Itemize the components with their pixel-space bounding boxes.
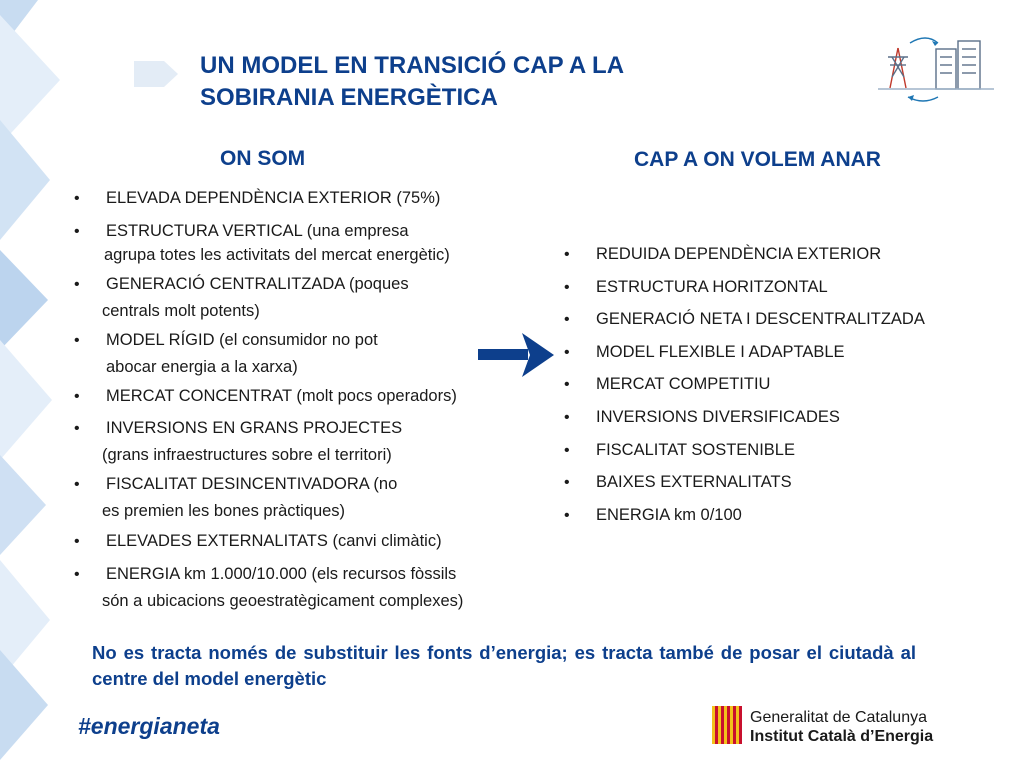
bullet: • xyxy=(564,474,570,492)
bullet: • xyxy=(564,311,570,329)
list-item xyxy=(564,469,1004,502)
item-text: INVERSIONS DIVERSIFICADES xyxy=(596,407,840,426)
item-text-continued: (grans infraestructures sobre el territori) xyxy=(102,446,392,464)
bullet: • xyxy=(74,566,80,583)
list-item xyxy=(74,185,440,212)
summary-statement: No es tracta només de substituir les fonts d’energia; es tracta també de posar el ciutadà al centre del model energètic xyxy=(92,642,916,689)
item-text: GENERACIÓ NETA I DESCENTRALITZADA xyxy=(596,310,925,329)
right-bullet-list xyxy=(564,241,1004,534)
list-item xyxy=(74,271,409,324)
item-text: MERCAT CONCENTRAT (molt pocs operadors) xyxy=(106,387,457,405)
bullet: • xyxy=(74,388,80,405)
bullet: • xyxy=(74,476,80,493)
tab-marker-icon xyxy=(134,61,178,92)
bullet: • xyxy=(564,506,570,524)
right-column-heading: CAP A ON VOLEM ANAR xyxy=(634,148,881,171)
item-text-continued: són a ubicacions geoestratègicament complexes) xyxy=(102,592,464,610)
list-item xyxy=(564,241,1004,274)
bullet: • xyxy=(564,408,570,426)
list-item xyxy=(74,327,378,380)
item-text: BAIXES EXTERNALITATS xyxy=(596,473,792,492)
list-item xyxy=(564,274,1004,307)
slide-title xyxy=(200,50,760,114)
item-text: INVERSIONS EN GRANS PROJECTES xyxy=(106,419,403,437)
left-column-heading: ON SOM xyxy=(220,147,306,170)
bullet: • xyxy=(74,533,80,550)
bullet: • xyxy=(564,441,570,459)
title-line-2: SOBIRANIA ENERGÈTICA xyxy=(200,84,498,111)
list-item xyxy=(564,437,1004,470)
list-item xyxy=(74,528,442,555)
item-text: ENERGIA km 0/100 xyxy=(596,505,742,524)
item-text: MERCAT COMPETITIU xyxy=(596,375,771,394)
item-text-continued: abocar energia a la xarxa) xyxy=(106,358,298,376)
item-text-continued: es premien les bones pràctiques) xyxy=(102,502,346,520)
bullet: • xyxy=(564,278,570,296)
list-item xyxy=(564,404,1004,437)
bullet: • xyxy=(74,190,80,207)
item-text: ESTRUCTURA VERTICAL (una empresa xyxy=(106,222,409,240)
bullet: • xyxy=(74,332,80,349)
bullet: • xyxy=(564,343,570,361)
decorative-stripes xyxy=(0,0,60,768)
list-item xyxy=(74,561,463,614)
item-text: MODEL RÍGID (el consumidor no pot xyxy=(106,331,378,349)
list-item xyxy=(564,339,1004,372)
bullet: • xyxy=(74,223,80,240)
hashtag: #energianeta xyxy=(78,713,220,739)
list-item xyxy=(564,502,1004,535)
organization-logo xyxy=(712,706,972,748)
energy-transition-icon xyxy=(878,33,994,108)
bullet: • xyxy=(564,376,570,394)
title-line-1: UN MODEL EN TRANSICIÓ CAP A LA xyxy=(200,52,625,79)
item-text: ELEVADES EXTERNALITATS (canvi climàtic) xyxy=(106,532,442,550)
item-text: ENERGIA km 1.000/10.000 (els recursos fòssils xyxy=(106,565,457,583)
item-text: FISCALITAT DESINCENTIVADORA (no xyxy=(106,475,398,493)
bullet: • xyxy=(74,276,80,293)
list-item xyxy=(74,218,450,268)
bullet: • xyxy=(564,246,570,263)
list-item xyxy=(564,371,1004,404)
item-text: ESTRUCTURA HORITZONTAL xyxy=(596,277,828,296)
list-item xyxy=(564,306,1004,339)
institute-name: Institut Català d’Energia xyxy=(750,728,934,745)
item-text-continued: agrupa totes les activitats del mercat energètic) xyxy=(104,246,450,264)
item-text-continued: centrals molt potents) xyxy=(102,302,260,320)
list-item xyxy=(74,383,457,410)
item-text: REDUIDA DEPENDÈNCIA EXTERIOR xyxy=(596,245,882,263)
right-arrow-icon xyxy=(478,331,554,384)
item-text: FISCALITAT SOSTENIBLE xyxy=(596,440,795,459)
bullet: • xyxy=(74,420,80,437)
item-text: MODEL FLEXIBLE I ADAPTABLE xyxy=(596,342,845,361)
generalitat-logo-icon xyxy=(712,706,742,749)
org-name: Generalitat de Catalunya xyxy=(750,709,927,726)
list-item xyxy=(74,415,402,468)
item-text: GENERACIÓ CENTRALITZADA (poques xyxy=(106,275,409,293)
item-text: ELEVADA DEPENDÈNCIA EXTERIOR (75%) xyxy=(106,189,441,207)
list-item xyxy=(74,471,397,524)
